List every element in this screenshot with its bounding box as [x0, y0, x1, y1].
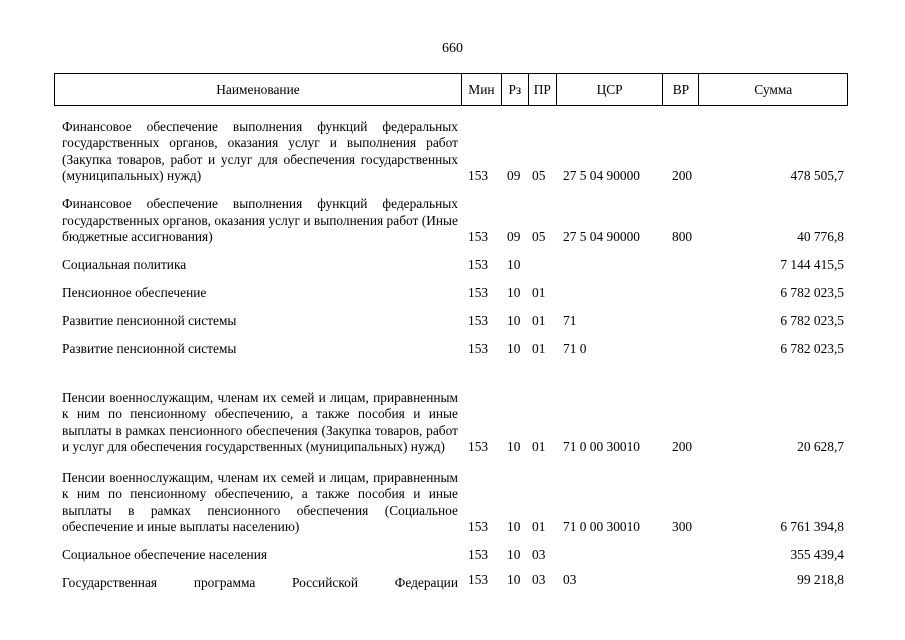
row-min: 153 [468, 438, 489, 454]
row-rz: 10 [507, 518, 521, 534]
row-name: Пенсионное обеспечение [62, 284, 207, 300]
row-name: Развитие пенсионной системы [62, 340, 237, 356]
row-vr: 800 [672, 228, 693, 244]
row-pr: 01 [532, 284, 546, 300]
row-rz: 09 [507, 167, 521, 183]
table-row [54, 301, 848, 329]
row-rz: 10 [507, 284, 521, 300]
header-csr: ЦСР [557, 74, 664, 105]
row-pr: 01 [532, 340, 546, 356]
row-name: Пенсии военнослужащим, членам их семей и лицам, приравненным к ним по пенсионному обеспечению, а также пособия и иные выплаты в рамках пенсионного обеспечения (Закупка товаров, работ и услуг для обеспечения государственных (муниципальных) нужд) [62, 390, 458, 454]
table-row [54, 245, 848, 273]
row-sum: 7 144 415,5 [780, 256, 844, 272]
row-name: Государственная программа Российской Федерации [62, 575, 458, 590]
row-vr: 200 [672, 167, 693, 183]
header-pr: ПР [529, 74, 557, 105]
row-min: 153 [468, 572, 489, 587]
header-rz: Рз [502, 74, 529, 105]
header-min: Мин [462, 74, 502, 105]
row-min: 153 [468, 518, 489, 534]
row-rz: 10 [507, 546, 521, 562]
table-row [54, 357, 848, 455]
row-csr: 71 0 00 30010 [563, 438, 640, 454]
row-rz: 10 [507, 572, 521, 587]
row-min: 153 [468, 167, 489, 183]
row-rz: 09 [507, 228, 521, 244]
table-row [54, 184, 848, 245]
table-row [54, 109, 848, 184]
row-pr: 05 [532, 228, 546, 244]
table-row [54, 535, 848, 563]
row-csr: 03 [563, 572, 577, 587]
row-name: Социальная политика [62, 256, 187, 272]
row-sum: 355 439,4 [790, 546, 844, 562]
row-name: Финансовое обеспечение выполнения функций федеральных государственных органов, оказания услуг и выполнения работ (Закупка товаров, работ и услуг для обеспечения государственных (муниципальных) нужд) [62, 119, 458, 183]
table-row [54, 329, 848, 357]
row-pr: 01 [532, 312, 546, 328]
row-min: 153 [468, 284, 489, 300]
row-sum: 478 505,7 [790, 167, 844, 183]
row-name: Социальное обеспечение населения [62, 546, 268, 562]
row-vr: 200 [672, 438, 693, 454]
table-body [54, 109, 848, 591]
table-row [54, 455, 848, 535]
header-vr: ВР [663, 74, 699, 105]
row-csr: 27 5 04 90000 [563, 167, 640, 183]
row-min: 153 [468, 256, 489, 272]
page-number: 660 [442, 41, 463, 56]
header-name: Наименование [55, 74, 462, 105]
row-rz: 10 [507, 312, 521, 328]
table-row [54, 563, 848, 591]
row-name: Пенсии военнослужащим, членам их семей и лицам, приравненным к ним по пенсионному обеспечению, а также пособия и иные выплаты в рамках пенсионного обеспечения (Социальное обеспечение и иные выплаты населению) [62, 470, 458, 534]
row-pr: 01 [532, 518, 546, 534]
row-sum: 99 218,8 [797, 572, 844, 587]
row-sum: 6 782 023,5 [780, 312, 844, 328]
row-rz: 10 [507, 256, 521, 272]
row-pr: 05 [532, 167, 546, 183]
row-min: 153 [468, 340, 489, 356]
row-pr: 03 [532, 572, 546, 587]
table-header [54, 73, 848, 106]
row-sum: 6 782 023,5 [780, 284, 844, 300]
row-name: Финансовое обеспечение выполнения функций федеральных государственных органов, оказания услуг и выполнения работ (Иные бюджетные ассигнования) [62, 196, 458, 244]
row-name: Развитие пенсионной системы [62, 312, 237, 328]
row-csr: 71 [563, 312, 577, 328]
row-rz: 10 [507, 340, 521, 356]
row-min: 153 [468, 312, 489, 328]
table-row [54, 273, 848, 301]
row-csr: 27 5 04 90000 [563, 228, 640, 244]
row-csr: 71 0 [563, 340, 587, 356]
row-sum: 6 761 394,8 [780, 518, 844, 534]
row-pr: 01 [532, 438, 546, 454]
row-vr: 300 [672, 518, 693, 534]
row-min: 153 [468, 546, 489, 562]
row-csr: 71 0 00 30010 [563, 518, 640, 534]
row-sum: 20 628,7 [797, 438, 844, 454]
row-rz: 10 [507, 438, 521, 454]
row-sum: 40 776,8 [797, 228, 844, 244]
row-sum: 6 782 023,5 [780, 340, 844, 356]
header-sum: Сумма [754, 81, 793, 97]
row-pr: 03 [532, 546, 546, 562]
row-min: 153 [468, 228, 489, 244]
